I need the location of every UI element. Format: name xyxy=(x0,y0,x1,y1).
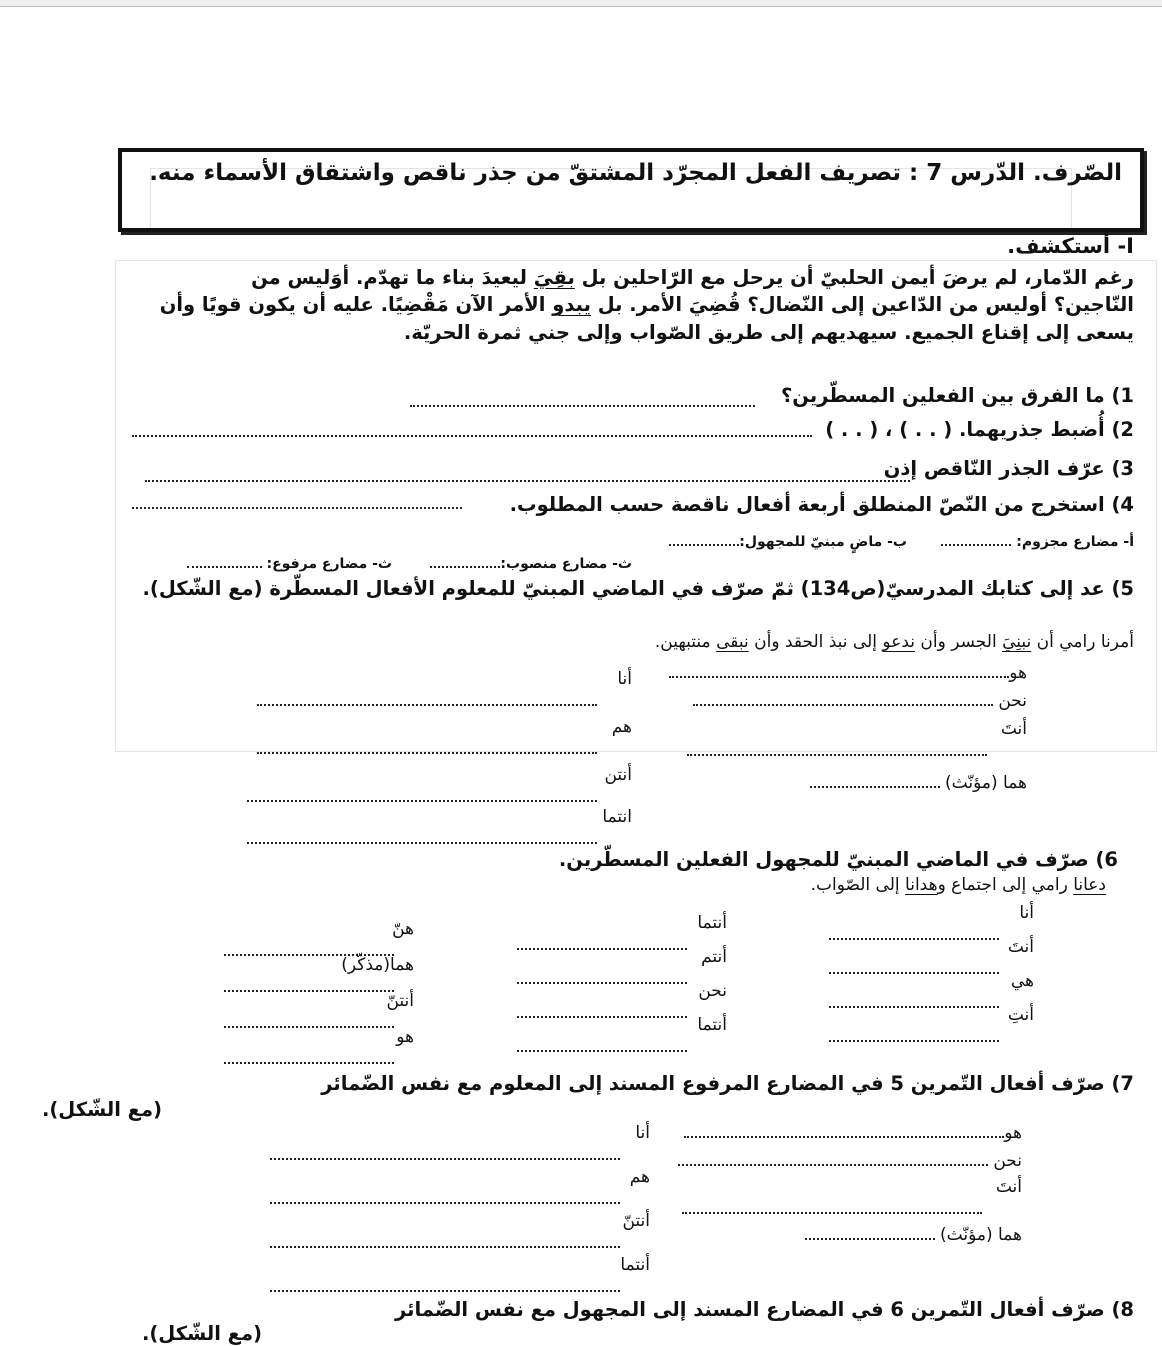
pronoun: أنا xyxy=(1019,903,1034,923)
answer-blank[interactable] xyxy=(145,478,910,482)
answer-blank[interactable] xyxy=(669,530,739,546)
question-5 xyxy=(24,576,1134,602)
pronoun: هو xyxy=(1004,1123,1022,1143)
underlined-verb: بقِيَ xyxy=(533,266,575,289)
pronoun-row xyxy=(270,1122,650,1166)
question-7: 7) صرّف أفعال التّمرين 5 في المضارع المرفوع المسند إلى المعلوم مع نفس الضّمائر xyxy=(321,1072,1134,1095)
answer-blank[interactable] xyxy=(669,662,1009,678)
answer-blank[interactable] xyxy=(224,1048,394,1064)
question-8-cont: (مع الشّكل). xyxy=(141,1322,262,1345)
text: النّاجين؟ أوليس من الدّاعين إلى النّضال؟ قُضِيَ الأمر. بل xyxy=(590,293,1134,316)
pronoun-row xyxy=(805,1224,1022,1246)
pronoun: أنا xyxy=(635,1123,650,1143)
pronoun: أنتنّ xyxy=(622,1211,650,1231)
text: 5) عد إلى كتابك المدرسيّ(ص134) ثمّ صرّف في الماضي المبنيّ للمعلوم الأفعال المسطّرة (مع الشّكل). xyxy=(142,577,1134,600)
pronoun: أنتِ xyxy=(1007,1005,1034,1025)
pronoun-row xyxy=(270,1254,650,1298)
pronoun: نحن xyxy=(698,981,727,1001)
label: ث- مضارع مرفوع: xyxy=(266,556,392,572)
pronoun: نحن xyxy=(993,1151,1022,1171)
text: يسعى إلى إقناع الجميع. سيهديهم إلى طريق الصّواب وإلى جني ثمرة الحريّة. xyxy=(403,321,1134,344)
answer-blank[interactable] xyxy=(270,1276,620,1292)
paragraph-line xyxy=(251,266,1134,289)
text: منتبهين. xyxy=(654,632,717,652)
text: الأمر الآن مَقْضِيًا. عليه أن يكون قويًا وأن xyxy=(159,293,553,316)
answer-blank[interactable] xyxy=(132,433,812,437)
text: رامي إلى اجتماع و xyxy=(937,875,1074,895)
answer-blank[interactable] xyxy=(270,1144,620,1160)
pronoun-row xyxy=(682,1176,1022,1220)
pronoun: هي xyxy=(1010,971,1034,991)
pronoun-row xyxy=(684,1122,1022,1144)
pronoun: هم xyxy=(629,1167,650,1187)
text: الجسر وأن xyxy=(915,632,1003,652)
text: ليعيدَ بناء ما تهدّم. أوَليس من xyxy=(251,266,534,289)
pronoun-row xyxy=(257,716,632,760)
label: أ- مضارع مجزوم: xyxy=(1016,534,1134,550)
question-7-cont: (مع الشّكل). xyxy=(41,1098,162,1121)
lesson-title: الصّرف. الدّرس 7 : تصريف الفعل المجرّد المشتقّ من جذر ناقص واشتقاق الأسماء منه. xyxy=(149,160,1122,186)
pronoun: هو xyxy=(1009,663,1027,683)
pronoun: أنتَ xyxy=(1000,719,1027,739)
answer-blank[interactable] xyxy=(678,1150,988,1166)
q5-sentence xyxy=(655,632,1134,652)
text: إلى نبذ الحقد وأن xyxy=(748,632,883,652)
pronoun-row xyxy=(270,1166,650,1210)
pronoun-row xyxy=(687,718,1027,762)
option-b xyxy=(669,530,907,550)
question-2: 2) أُضبط جذريهما. ( . . ) ، ( . . ) xyxy=(825,418,1134,441)
label: ث- مضارع منصوب: xyxy=(500,556,632,572)
pronoun: أنتما xyxy=(620,1255,650,1275)
pronoun: نحن xyxy=(998,691,1027,711)
pronoun: هو xyxy=(396,1027,414,1047)
paragraph-line xyxy=(124,320,1134,346)
pronoun: أنتما xyxy=(697,913,727,933)
question-6: 6) صرّف في الماضي المبنيّ للمجهول الفعلين المسطّرين. xyxy=(558,848,1118,871)
answer-blank[interactable] xyxy=(682,1198,982,1214)
answer-blank[interactable] xyxy=(517,1036,687,1052)
underlined-verb: يبدو xyxy=(552,293,591,316)
pronoun: أنا xyxy=(617,669,632,689)
answer-blank[interactable] xyxy=(941,530,1011,546)
question-3: 3) عرّف الجذر النّاقص إذن xyxy=(883,457,1134,480)
pronoun: أنتن xyxy=(604,765,632,785)
pronoun-row xyxy=(257,668,632,712)
answer-blank[interactable] xyxy=(687,740,987,756)
answer-blank[interactable] xyxy=(410,403,755,407)
answer-blank[interactable] xyxy=(270,1232,620,1248)
answer-blank[interactable] xyxy=(805,1224,935,1240)
underlined-verb: دعانا xyxy=(1073,875,1106,895)
underlined-verb: ندعو xyxy=(882,632,916,652)
pronoun: أنتم xyxy=(701,947,727,967)
option-c xyxy=(430,552,632,572)
q6-sentence xyxy=(811,875,1106,895)
pronoun: هما (مؤنّث) xyxy=(945,773,1027,793)
scan-edge xyxy=(0,0,1162,7)
pronoun-row xyxy=(678,1150,1022,1172)
section-heading: I- أستكشف. xyxy=(1007,234,1134,258)
underlined-verb: نبقى xyxy=(716,632,749,652)
answer-blank[interactable] xyxy=(132,505,462,509)
option-d xyxy=(187,552,392,572)
answer-blank[interactable] xyxy=(430,552,500,568)
underlined-verb: نبنِيَ xyxy=(1002,632,1032,652)
pronoun: أنتما xyxy=(697,1015,727,1035)
answer-blank[interactable] xyxy=(829,1026,999,1042)
answer-blank[interactable] xyxy=(693,690,993,706)
text: أمرنا رامي أن xyxy=(1031,632,1134,652)
answer-blank[interactable] xyxy=(247,786,597,802)
pronoun: انتما xyxy=(602,807,632,827)
pronoun-row xyxy=(517,1014,727,1058)
text: رغم الدّمار، لم يرضَ أيمن الحلبيّ أن يرحل مع الرّاحلين بل xyxy=(574,266,1134,289)
question-4: 4) استخرج من النّصّ المنطلق أربعة أفعال ناقصة حسب المطلوب. xyxy=(509,493,1134,516)
answer-blank[interactable] xyxy=(270,1188,620,1204)
pronoun-row xyxy=(810,772,1027,794)
pronoun-row xyxy=(247,806,632,850)
pronoun-row xyxy=(669,662,1027,684)
pronoun-row xyxy=(224,1026,414,1070)
question-8: 8) صرّف أفعال التّمرين 6 في المضارع المسند إلى المجهول مع نفس الضّمائر xyxy=(395,1298,1134,1321)
option-a xyxy=(941,530,1134,550)
answer-blank[interactable] xyxy=(187,552,262,568)
pronoun-row xyxy=(693,690,1027,712)
answer-blank[interactable] xyxy=(257,690,597,706)
lesson-title-box xyxy=(118,148,1144,232)
pronoun-row xyxy=(829,1004,1034,1048)
paragraph-line xyxy=(160,293,1134,316)
pronoun: هما (مؤنّث) xyxy=(940,1225,1022,1245)
label: ب- ماضٍ مبنيّ للمجهول: xyxy=(739,534,907,550)
underlined-verb: هدانا xyxy=(905,875,938,895)
pronoun-row xyxy=(247,764,632,808)
pronoun: هم xyxy=(611,717,632,737)
text: إلى الصّواب. xyxy=(810,875,906,895)
pronoun: أنتَ xyxy=(1007,937,1034,957)
answer-blank[interactable] xyxy=(257,738,597,754)
pronoun: أنتنّ xyxy=(386,991,414,1011)
pronoun: أنتَ xyxy=(995,1177,1022,1197)
question-1: 1) ما الفرق بين الفعلين المسطّرين؟ xyxy=(780,384,1134,407)
answer-blank[interactable] xyxy=(247,828,597,844)
pronoun: هنّ xyxy=(392,919,414,939)
pronoun-row xyxy=(270,1210,650,1254)
answer-blank[interactable] xyxy=(684,1122,1004,1138)
pronoun: هما(مذكّر) xyxy=(341,955,414,975)
answer-blank[interactable] xyxy=(810,772,940,788)
